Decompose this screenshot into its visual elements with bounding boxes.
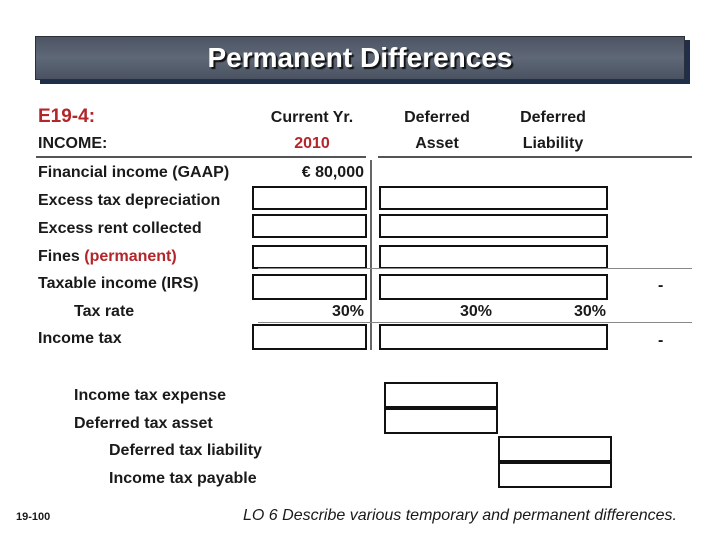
row-excess-rent: Excess rent collected	[38, 220, 202, 237]
page-title: Permanent Differences	[207, 42, 513, 73]
taxable-liability-dash: -	[658, 277, 664, 294]
box-journal-asset-debit	[384, 408, 498, 434]
slide-number: 19-100	[16, 511, 51, 523]
col-current-year: 2010	[294, 135, 330, 152]
row-income-tax: Income tax	[38, 330, 122, 347]
income-tax-rule	[258, 322, 692, 323]
tax-rate-asset: 30%	[459, 303, 492, 320]
fines-note: (permanent)	[84, 248, 177, 265]
row-fines	[38, 247, 177, 267]
box-current-depreciation	[252, 186, 367, 210]
col-current-header: Current Yr.	[270, 109, 354, 126]
col-asset-subheader: Asset	[415, 135, 459, 152]
box-journal-expense-debit	[384, 382, 498, 408]
tax-rate-current: 30%	[331, 303, 364, 320]
row-tax-rate: Tax rate	[74, 303, 135, 320]
journal-deferred-tax-liability: Deferred tax liability	[109, 442, 262, 459]
box-journal-payable-credit	[498, 462, 612, 488]
tax-rate-liability: 30%	[573, 303, 606, 320]
box-current-income-tax	[252, 324, 367, 350]
income-subtitle: INCOME:	[38, 135, 108, 152]
journal-income-tax-expense: Income tax expense	[74, 387, 227, 404]
col-liability-header: Deferred	[520, 109, 586, 126]
box-deferred-taxable	[379, 274, 608, 300]
financial-income-value: € 80,000	[301, 164, 364, 181]
box-current-rent	[252, 214, 367, 238]
title-banner	[35, 36, 685, 80]
journal-income-tax-payable: Income tax payable	[109, 470, 257, 487]
taxable-income-rule	[258, 268, 692, 269]
col-liability-subheader: Liability	[522, 135, 584, 152]
box-deferred-income-tax	[379, 324, 608, 350]
fines-label: Fines	[38, 248, 80, 265]
box-deferred-depreciation	[379, 186, 608, 210]
box-current-fines	[252, 245, 367, 269]
learning-objective: LO 6 Describe various temporary and permanent differences.	[243, 507, 677, 524]
box-deferred-fines	[379, 245, 608, 269]
header-rule-right	[378, 156, 692, 158]
box-journal-liability-credit	[498, 436, 612, 462]
journal-deferred-tax-asset: Deferred tax asset	[74, 415, 213, 432]
row-excess-depreciation: Excess tax depreciation	[38, 192, 221, 209]
income-tax-liability-dash: -	[658, 332, 664, 349]
header-rule-left	[36, 156, 366, 158]
col-asset-header: Deferred	[404, 109, 470, 126]
box-deferred-rent	[379, 214, 608, 238]
box-current-taxable	[252, 274, 367, 300]
exercise-label: E19-4:	[38, 106, 96, 127]
row-taxable-income: Taxable income (IRS)	[38, 275, 199, 292]
row-financial-income: Financial income (GAAP)	[38, 164, 230, 181]
